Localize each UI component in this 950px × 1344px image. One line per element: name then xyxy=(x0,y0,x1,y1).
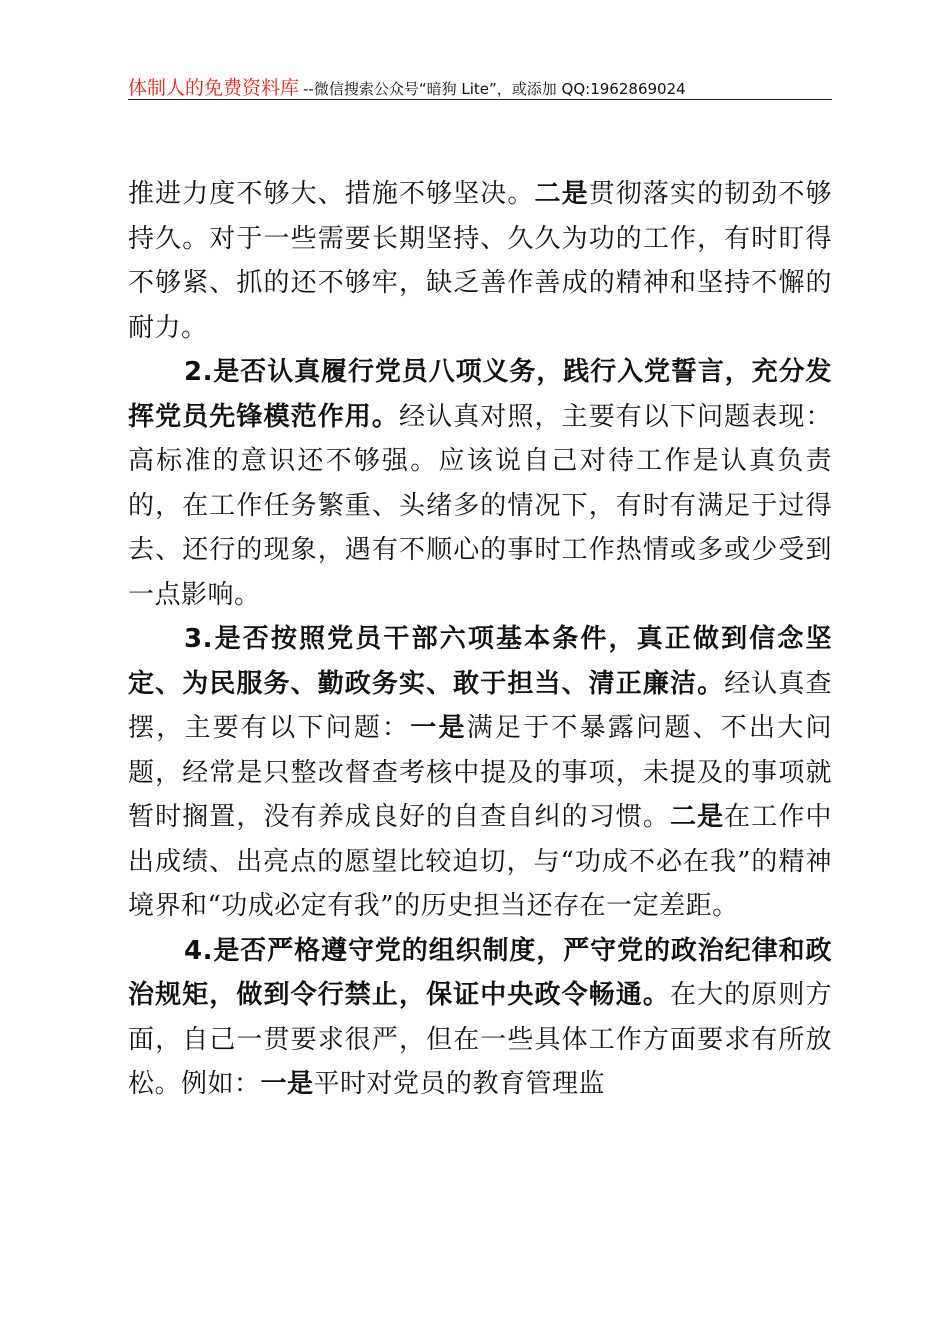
emphasis-label: 一是 xyxy=(260,1069,314,1099)
header-tagline: --微信搜索公众号“暗狗 Lite”，或添加 QQ:1962869024 xyxy=(303,80,686,98)
emphasis-label: 二是 xyxy=(534,179,589,209)
item-number: 4. xyxy=(184,935,213,966)
item-number: 3. xyxy=(184,624,213,654)
paragraph-text: 在工作中出成绩、出亮点的愿望比较迫切，与“功成不必在我”的精神境界和“功成必定有我”的历史担当还存在一定差距。 xyxy=(128,802,832,921)
paragraph-item-4 xyxy=(128,929,832,1107)
item-heading: 是否严格遵守党的组织制度，严守党的政治纪律和政治规矩，做到令行禁止，保证中央政令畅通。 xyxy=(128,935,832,1010)
paragraph-text: 经认真查摆，主要有以下问题： xyxy=(128,668,832,743)
document-body xyxy=(128,172,832,1107)
paragraph-text: 在大的原则方面，自己一贯要求很严，但在一些具体工作方面要求有所放松。例如： xyxy=(128,980,832,1099)
emphasis-label: 一是 xyxy=(410,713,467,743)
paragraph-text: 满足于不暴露问题、不出大问题，经常是只整改督查考核中提及的事项，未提及的事项就暂时搁置，没有养成良好的自查自纠的习惯。 xyxy=(128,713,832,832)
paragraph-text: 推进力度不够大、措施不够坚决。 xyxy=(128,179,535,209)
paragraph-text: 经认真对照，主要有以下问题表现：高标准的意识还不够强。应该说自己对待工作是认真负责的，在工作任务繁重、头绪多的情况下，有时有满足于过得去、还行的现象，遇有不顺心的事时工作热情或多或少受到一点影响。 xyxy=(128,401,832,610)
paragraph-item-3 xyxy=(128,617,832,929)
paragraph-continuation xyxy=(128,172,832,350)
paragraph-item-2 xyxy=(128,350,832,617)
item-number: 2. xyxy=(184,357,213,387)
emphasis-label: 二是 xyxy=(669,802,725,832)
paragraph-text: 贯彻落实的韧劲不够持久。对于一些需要长期坚持、久久为功的工作，有时盯得不够紧、抓的还不够牢，缺乏善作善成的精神和坚持不懈的耐力。 xyxy=(128,179,832,343)
item-heading: 是否按照党员干部六项基本条件，真正做到信念坚定、为民服务、勤政务实、敢于担当、清正廉洁。 xyxy=(128,624,832,699)
header-brand: 体制人的免费资料库 xyxy=(128,77,300,99)
paragraph-text: 平时对党员的教育管理监 xyxy=(313,1069,606,1099)
item-heading: 是否认真履行党员八项义务，践行入党誓言，充分发挥党员先锋模范作用。 xyxy=(128,357,832,432)
page-header xyxy=(128,73,832,100)
